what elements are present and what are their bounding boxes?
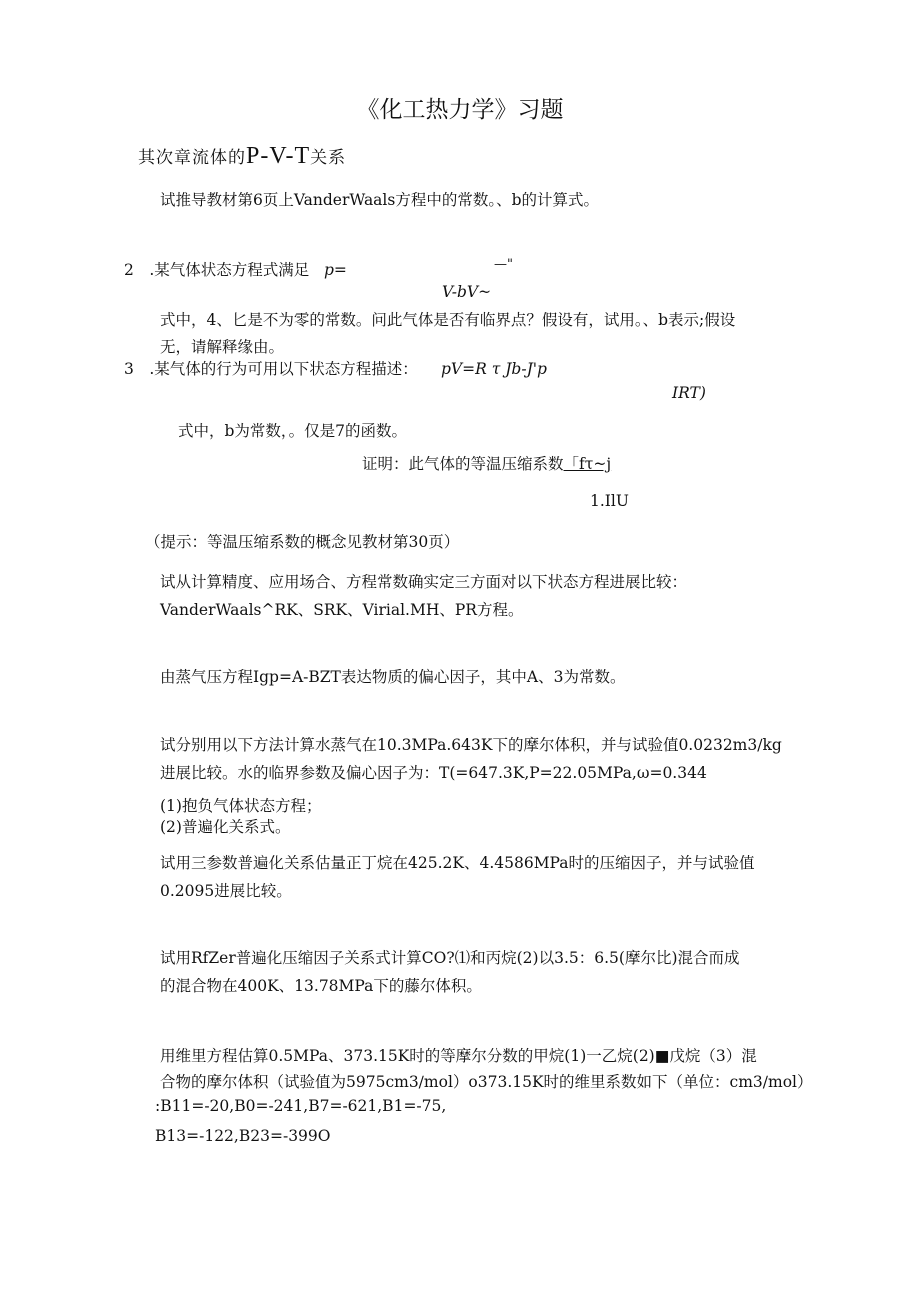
question-6-item-1: (1)抱负气体状态方程；: [160, 797, 322, 815]
question-3-proof-formula: 「fτ~j: [563, 455, 612, 473]
question-2-formula-numerator: —": [494, 257, 513, 272]
question-2-formula-p: p=: [324, 261, 347, 279]
chapter-prefix: 其次章流体的: [138, 148, 246, 168]
chapter-heading: [138, 143, 347, 169]
question-1: 试推导教材第6页上VanderWaals方程中的常数。、b的计算式。: [160, 191, 600, 209]
question-3-proof-text: 证明：此气体的等温压缩系数: [362, 455, 564, 473]
question-3-formula: pV=R τ Jb-J'p: [441, 360, 547, 378]
question-2-formula-denominator: V-bV~: [442, 283, 492, 301]
chapter-pvt: P-V-T: [246, 143, 311, 169]
question-3-formula-denominator: IRT): [672, 384, 706, 402]
question-9-line-4: B13=-122,B23=-399O: [155, 1127, 331, 1145]
question-9-line-2: 合物的摩尔体积（试验值为5975cm3∕mol）o373.15K时的维里系数如下（单位：cm3∕mol）: [160, 1073, 813, 1091]
chapter-suffix: 关系: [310, 148, 347, 168]
question-3-proof-denominator: 1.IlU: [590, 492, 629, 510]
question-4-line-1: 试从计算精度、应用场合、方程常数确实定三方面对以下状态方程进展比较：: [160, 573, 688, 591]
question-2-description-2: 无，请解释缘由。: [160, 338, 285, 356]
question-3-hint: （提示：等温压缩系数的概念见教材第30页）: [145, 533, 460, 551]
question-3-proof: [362, 454, 611, 474]
question-3-line: 3 .某气体的行为可用以下状态方程描述：: [124, 360, 418, 378]
question-2-description-1: 式中，4、匕是不为零的常数。问此气体是否有临界点？假设有，试用。、b表示;假设: [160, 311, 736, 329]
question-2-line: 2 .某气体状态方程式满足: [124, 261, 310, 279]
question-4-line-2: VanderWaals^RK、SRK、Virial.MH、PR方程。: [160, 601, 524, 619]
question-7-line-2: 0.2095进展比较。: [160, 882, 292, 900]
document-title: 《化工热力学》习题: [356, 97, 564, 123]
question-6-line-2: 进展比较。水的临界参数及偏心因子为：T(=647.3K,P=22.05MPa,ω=0.344: [160, 764, 707, 782]
question-5: 由蒸气压方程Igp=A-BZT表达物质的偏心因子，其中A、3为常数。: [160, 668, 626, 686]
question-9-line-3: :B11=-20,B0=-241,B7=-621,B1=-75,: [155, 1097, 447, 1115]
question-9-line-1: 用维里方程估算0.5MPa、373.15K时的等摩尔分数的甲烷(1)一乙烷(2)■戊烷（3）混: [160, 1047, 757, 1065]
question-8-line-1: 试用RfZer普遍化压缩因子关系式计算CO?⑴和丙烷(2)以3.5：6.5(摩尔比)混合而成: [160, 949, 740, 967]
question-3-description: 式中，b为常数，。仅是7的函数。: [178, 422, 408, 440]
question-8-line-2: 的混合物在400K、13.78MPa下的藤尔体积。: [160, 977, 482, 995]
question-6-item-2: (2)普遍化关系式。: [160, 818, 291, 836]
question-6-line-1: 试分别用以下方法计算水蒸气在10.3MPa.643K下的摩尔体积，并与试验值0.0232m3∕kg: [160, 736, 782, 754]
question-7-line-1: 试用三参数普遍化关系估量正丁烷在425.2K、4.4586MPa时的压缩因子，并与试验值: [160, 854, 755, 872]
